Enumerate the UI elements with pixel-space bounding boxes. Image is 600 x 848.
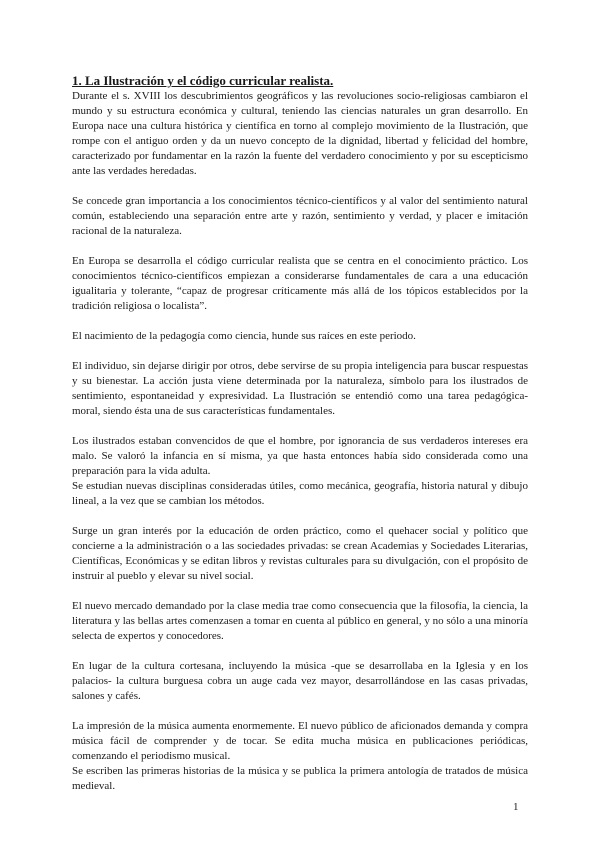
paragraph-10: La impresión de la música aumenta enormemente. El nuevo público de aficionados demanda y compra música fácil de comprender y de tocar. Se edita mucha música en publicaciones periódicas, comenzando el periodismo musical. Se escriben las primeras historias de la música y se publica la primera antología de tratados de música medieval. [72,720,528,792]
document-body [72,73,528,809]
paragraph-3: En Europa se desarrolla el código curricular realista que se centra en el conocimiento práctico. Los conocimientos técnico-científicos empiezan a considerarse fundamentales de cara a una educación igualitaria y tolerante, “capaz de progresar críticamente más allá de los tópicos establecidos por la tradición religiosa o localista”. [72,255,528,312]
section-heading: 1. La Ilustración y el código curricular realista. [72,73,334,88]
page-number: 1 [513,801,519,813]
paragraph-1: Durante el s. XVIII los descubrimientos geográficos y las revoluciones socio-religiosas cambiaron el mundo y su estructura económica y cultural, teniendo las ciencias naturales un gran desarrollo. En Europa nace una cultura histórica y científica en torno al complejo movimiento de la Ilustración, que rompe con el antiguo orden y da un nuevo concepto de la dignidad, libertad y felicidad del hombre, caracterizado por fundamentar en la razón la fuente del verdadero conocimiento y por su escepticismo ante las verdades heredadas. [72,90,528,177]
paragraph-2: Se concede gran importancia a los conocimientos técnico-científicos y al valor del sentimiento natural común, estableciendo una separación entre arte y razón, sentimiento y verdad, y placer e imitación racional de la naturaleza. [72,195,528,237]
paragraph-5: El individuo, sin dejarse dirigir por otros, debe servirse de su propia inteligencia para buscar respuestas y su bienestar. La acción justa viene determinada por la naturaleza, símbolo para los ilustrados de sentimiento, espontaneidad y expresividad. La Ilustración se entendió como una tarea pedagógica-moral, siendo ésta una de sus características fundamentales. [72,360,528,417]
paragraph-9: En lugar de la cultura cortesana, incluyendo la música -que se desarrollaba en la Iglesia y en los palacios- la cultura burguesa cobra un auge cada vez mayor, desarrollándose en las casas privadas, salones y cafés. [72,660,528,702]
paragraph-8: El nuevo mercado demandado por la clase media trae como consecuencia que la filosofía, la ciencia, la literatura y las bellas artes comenzasen a tomar en cuenta al público en general, y no sólo a una minoría selecta de expertos y conocedores. [72,600,528,642]
paragraph-4: El nacimiento de la pedagogía como ciencia, hunde sus raíces en este periodo. [72,330,416,342]
paragraph-6: Los ilustrados estaban convencidos de que el hombre, por ignorancia de sus verdaderos intereses era malo. Se valoró la infancia en sí misma, ya que hasta entonces había sido considerada como una preparación para la vida adulta. Se estudian nuevas disciplinas consideradas útiles, como mecánica, geografía, historia natural y dibujo lineal, a la vez que se cambian los métodos. [72,435,528,507]
paragraph-7: Surge un gran interés por la educación de orden práctico, como el quehacer social y político que concierne a la administración o a las sociedades privadas: se crean Academias y Sociedades Literarias, Científicas, Económicas y se editan libros y revistas culturales para su divulgación, con el propósito de instruir al pueblo y elevar su nivel social. [72,525,528,582]
